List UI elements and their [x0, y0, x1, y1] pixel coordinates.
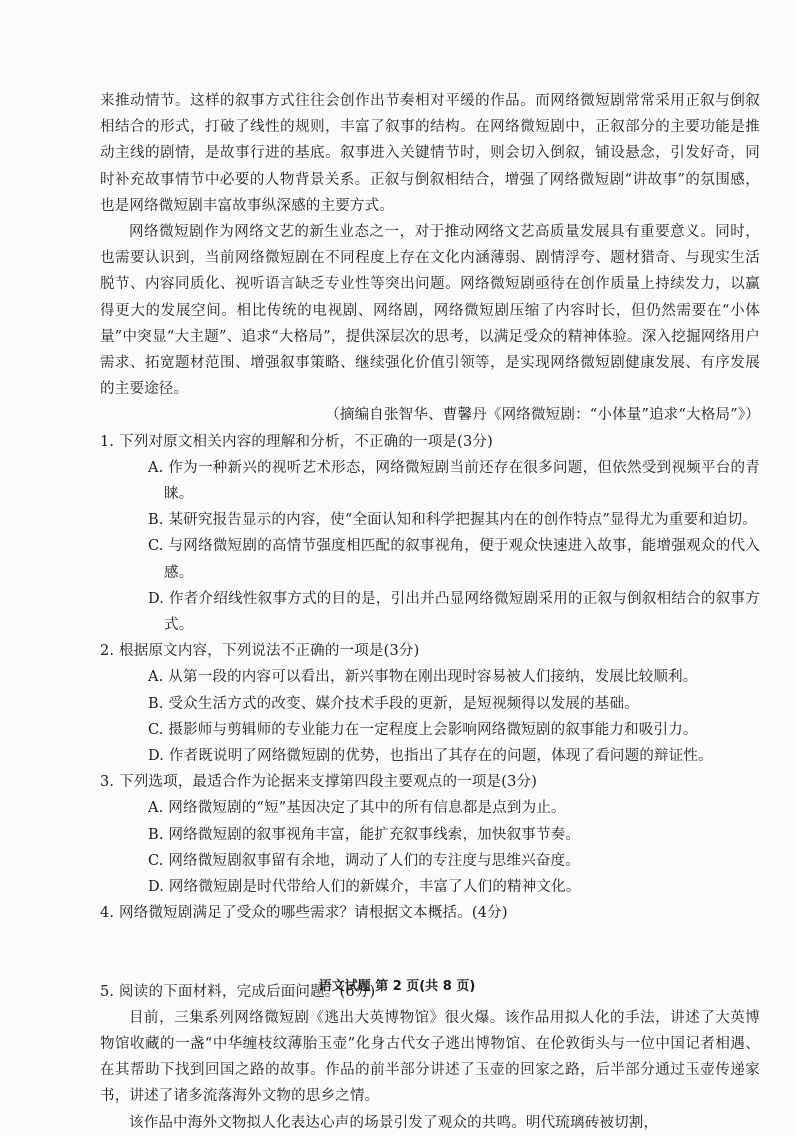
passage-paragraph-2: 网络微短剧作为网络文艺的新生业态之一，对于推动网络文艺高质量发展具有重要意义。同时，也需要认识到，当前网络微短剧在不同程度上存在文化内涵薄弱、剧情浮夸、题材猎奇、与现实生活脱节、内容同质化、视听语言缺乏专业性等突出问题。网络微短剧亟待在创作质量上持续发力，以赢得更大的发展空间。相比传统的电视剧、网络剧，网络微短剧压缩了内容时长，但仍然需要在“小体量”中突显“大主题”、追求“大格局”，提供深层次的思考，以满足受众的精神体验。深入挖掘网络用户需求、拓宽题材范围、增强叙事策略、继续强化价值引领等，是实现网络微短剧健康发展、有序发展的主要途径。	[100, 224, 760, 398]
passage-paragraph-1: 来推动情节。这样的叙事方式往往会创作出节奏相对平缓的作品。而网络微短剧常常采用正叙与倒叙相结合的形式，打破了线性的规则，丰富了叙事的结构。在网络微短剧中，正叙部分的主要功能是推动主线的剧情，是故事行进的基底。叙事进入关键情节时，则会切入倒叙，铺设悬念，引发好奇，同时补充故事情节中必要的人物背景关系。正叙与倒叙相结合，增强了网络微短剧“讲故事”的氛围感，也是网络微短剧丰富故事纵深感的主要方式。	[100, 93, 760, 214]
question-3	[100, 769, 760, 900]
material-paragraph-2: 该作品中海外文物拟人化表达心声的场景引发了观众的共鸣。明代琉璃砖被切割，	[129, 1114, 659, 1131]
option-d: D. 网络微短剧是时代带给人们的新媒介，丰富了人们的精神文化。	[148, 879, 581, 896]
option-c: C. 网络微短剧叙事留有余地，调动了人们的专注度与思维兴奋度。	[148, 852, 580, 869]
question-title: 1. 下列对原文相关内容的理解和分析，不正确的一项是(3分)	[100, 433, 493, 450]
option-b: B. 网络微短剧的叙事视角丰富，能扩充叙事线索，加快叙事节奏。	[148, 826, 581, 843]
question-title: 4. 网络微短剧满足了受众的哪些需求？请根据文本概括。(4分)	[100, 905, 508, 922]
question-1	[100, 429, 760, 639]
answer-space	[100, 927, 760, 979]
option-d: D. 作者介绍线性叙事方式的目的是，引出并凸显网络微短剧采用的正叙与倒叙相结合的叙事方式。	[148, 590, 760, 634]
question-5	[100, 979, 760, 1136]
option-a: A. 作为一种新兴的视听艺术形态，网络微短剧当前还存在很多问题，但依然受到视频平台的青睐。	[148, 459, 760, 503]
question-2	[100, 638, 760, 769]
option-c: C. 与网络微短剧的高情节强度相匹配的叙事视角，便于观众快速进入故事，能增强观众的代入感。	[148, 538, 760, 581]
page-footer: 语文试题 第 2 页(共 8 页)	[318, 979, 476, 994]
option-b: B. 某研究报告显示的内容，使“全面认知和科学把握其内在的创作特点”显得尤为重要和迫切。	[148, 512, 757, 529]
passage-source: （摘编自张智华、曹馨丹《网络微短剧：“小体量”追求“大格局”》）	[325, 407, 760, 424]
option-d: D. 作者既说明了网络微短剧的优势，也指出了其存在的问题，体现了看问题的辩证性。	[148, 748, 713, 765]
question-title: 2. 根据原文内容，下列说法不正确的一项是(3分)	[100, 643, 420, 660]
option-b: B. 受众生活方式的改变、媒介技术手段的更新，是短视频得以发展的基础。	[148, 695, 639, 712]
question-4	[100, 900, 760, 926]
question-title: 3. 下列选项，最适合作为论据来支撑第四段主要观点的一项是(3分)	[100, 774, 538, 791]
option-a: A. 从第一段的内容可以看出，新兴事物在刚出现时容易被人们接纳，发展比较顺利。	[148, 669, 698, 686]
option-a: A. 网络微短剧的“短”基因决定了其中的所有信息都是点到为止。	[148, 800, 566, 817]
question-title: 5. 阅读的下面材料，完成后面问题。(6分)	[100, 983, 376, 1000]
material-paragraph-1: 目前，三集系列网络微短剧《逃出大英博物馆》很火爆。该作品用拟人化的手法，讲述了大英博物馆收藏的一盏“中华缠枝纹薄胎玉壶”化身古代女子逃出博物馆、在伦敦街头与一位中国记者相遇、在其帮助下找到回国之路的故事。作品的前半部分讲述了玉壶的回家之路，后半部分通过玉壶传递家书，讲述了诸多流落海外文物的思乡之情。	[100, 1009, 760, 1105]
option-c: C. 摄影师与剪辑师的专业能力在一定程度上会影响网络微短剧的叙事能力和吸引力。	[148, 721, 698, 738]
